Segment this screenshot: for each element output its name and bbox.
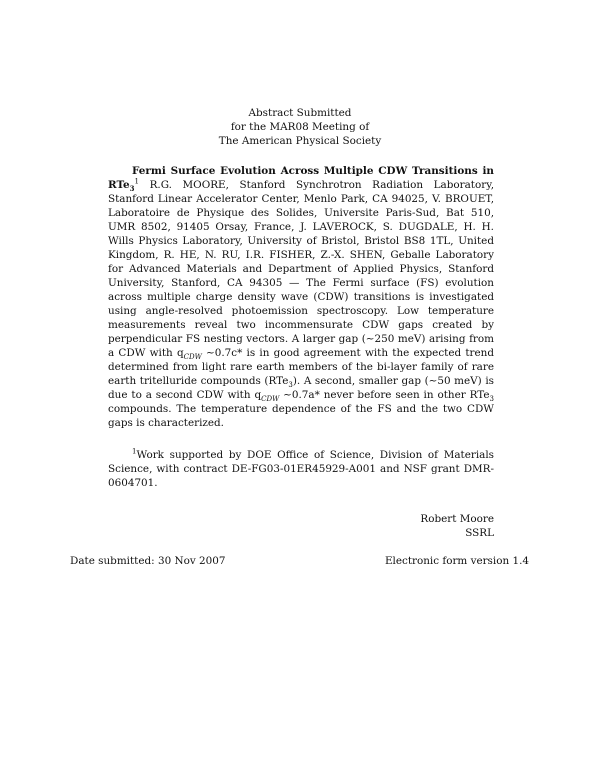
abstract-text-part3: ). A second, smaller gap (∼50 meV) is due to a second CDW with [108, 375, 494, 401]
abstract-title-compound-subscript: 3 [129, 184, 135, 194]
abstract-text-part2: ∼0.7c* is in good agreement with the expected trend determined from light rare earth members of the bi-layer family of rare earth tritelluride compounds (RTe [108, 347, 495, 387]
abstract-text-part5: compounds. The temperature dependence of the FS and the two CDW gaps is characterized. [108, 403, 494, 429]
footnote-text: Work supported by DOE Office of Science, Division of Materials Science, with contract DE-FG03-01ER45929-A001 and NSF grant DMR-0604701. [108, 449, 494, 489]
author-name: Robert Moore [420, 513, 494, 525]
abstract-title-compound: RTe [108, 179, 130, 191]
electronic-form-version: Electronic form version 1.4 [384, 555, 529, 567]
abstract-text-part1: R.G. MOORE, Stanford Synchrotron Radiation Laboratory, Stanford Linear Accelerator Center, Menlo Park, CA 94025, V. BROUET, Laboratoire de Physique des Solides, Universite Paris-Sud, Bat 510, UMR 8502, 91405 Orsay, France, J. LAVEROCK, S. DUGDALE, H. H. Wills Physics Laboratory, University of Bristol, Bristol BS8 1TL, United Kingdom, R. HE, N. RU, I.R. FISHER, Z.-X. SHEN, Geballe Laboratory for Advanced Materials and Department of Applied Physics, Stanford University, Stanford, CA 94305 — The Fermi surface (FS) evolution across multiple charge density wave (CDW) transitions is investigated using angle-resolved photoemission spectroscopy. Low temperature measurements reveal two incommensurate CDW gaps created by perpendicular FS nesting vectors. A larger gap (∼250 meV) arising from a CDW with [108, 179, 494, 359]
author-organization: SSRL [465, 527, 494, 539]
q-cdw-symbol-1 [176, 347, 202, 362]
abstract-text-part4: ∼0.7a* never before seen in other RTe [279, 389, 490, 401]
footnote [108, 448, 494, 490]
q-cdw-symbol-1-base: q [176, 347, 184, 359]
rte3-subscript-b: 3 [489, 395, 494, 404]
q-cdw-symbol-2-sub: CDW [261, 395, 280, 404]
rte3-subscript-a: 3 [288, 381, 293, 390]
author-block [420, 512, 494, 540]
abstract-body [108, 164, 494, 430]
q-cdw-symbol-1-sub: CDW [183, 353, 202, 362]
q-cdw-symbol-2 [254, 389, 280, 404]
abstract-paragraph [108, 164, 494, 430]
submission-header [0, 106, 600, 148]
header-line-abstract-submitted: Abstract Submitted [248, 107, 352, 119]
header-line-meeting: for the MAR08 Meeting of [230, 121, 370, 133]
footnote-reference-mark: 1 [134, 177, 139, 186]
header-line-society: The American Physical Society [218, 135, 382, 147]
footnote-mark: 1 [132, 447, 137, 456]
date-submitted: Date submitted: 30 Nov 2007 [70, 555, 226, 567]
q-cdw-symbol-2-base: q [254, 389, 262, 401]
abstract-title-text: Fermi Surface Evolution Across Multiple CDW Transitions in [132, 165, 494, 177]
footnote-paragraph [108, 448, 494, 490]
